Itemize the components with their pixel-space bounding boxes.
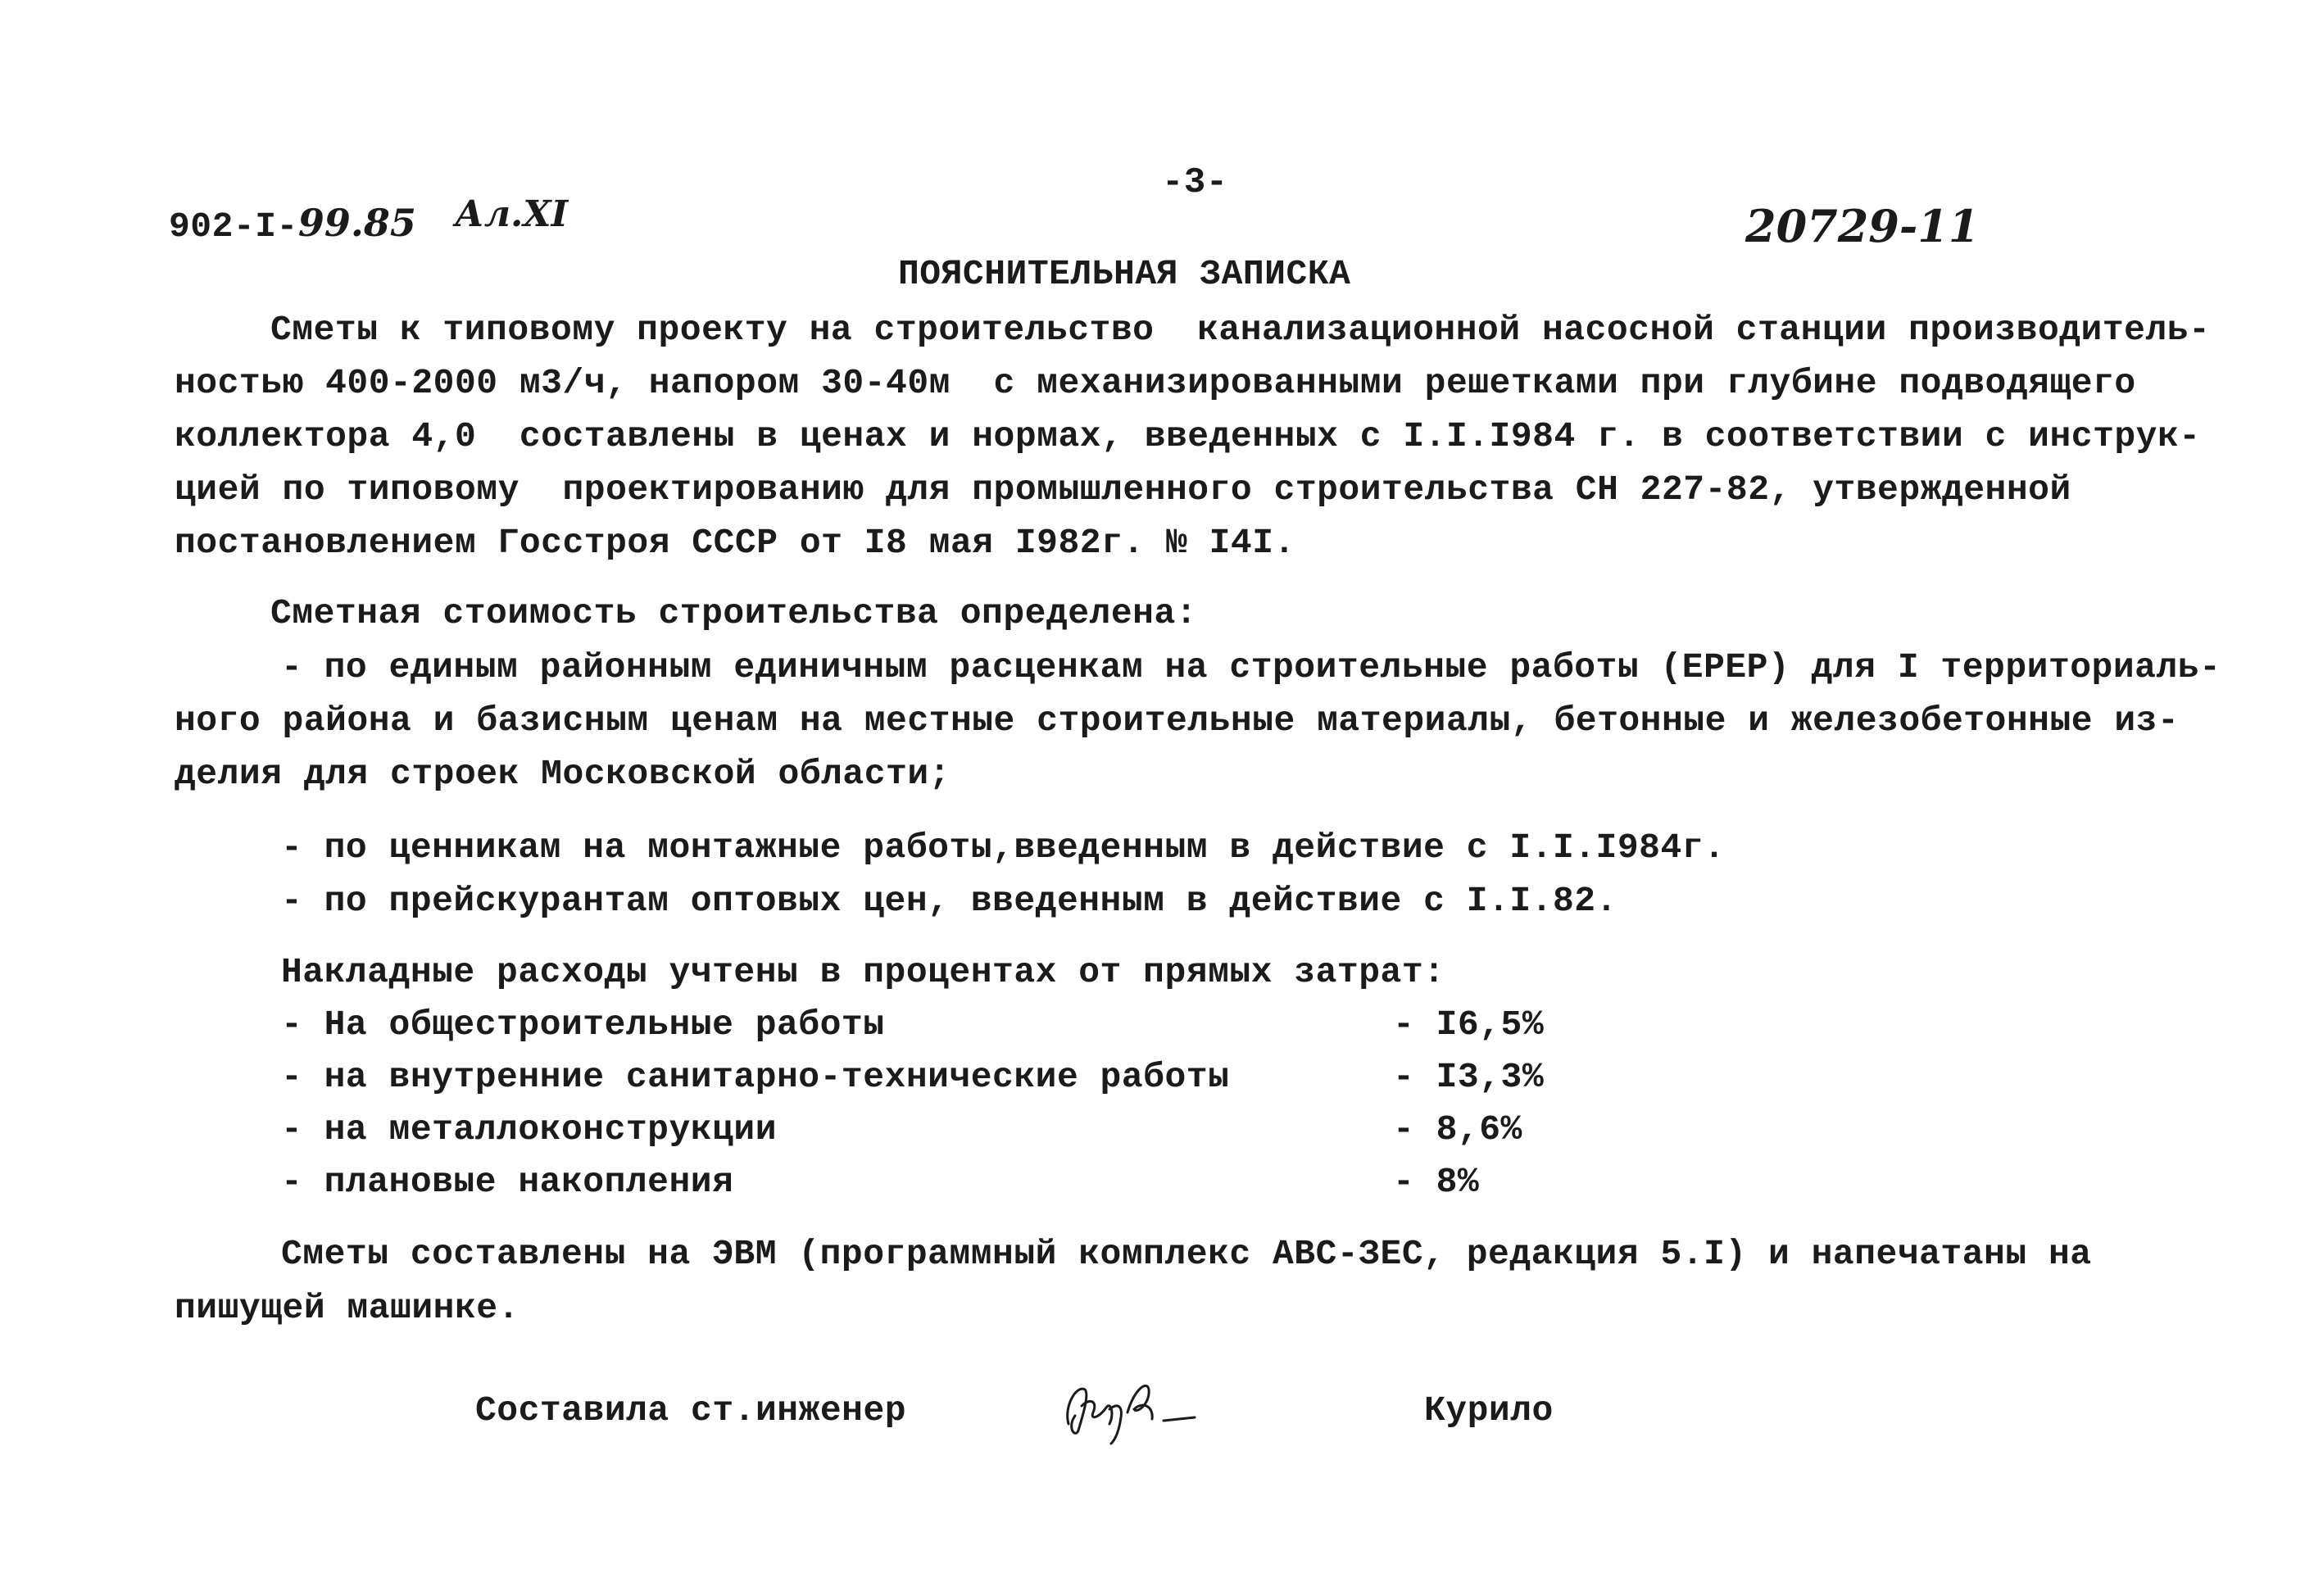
overhead-value: - I6,5% (1393, 1004, 1545, 1045)
overhead-value: - 8% (1393, 1162, 1480, 1202)
overhead-value: - 8,6% (1393, 1109, 1522, 1149)
paragraph-line: Сметы составлены на ЭВМ (программный комплекс АВС-ЗЕС, редакция 5.I) и напечатаны на (281, 1234, 2092, 1274)
overhead-label: - на внутренние санитарно-технические работы (281, 1057, 1230, 1097)
signoff-role: Составила ст.инженер (475, 1390, 907, 1431)
handwritten-signature (1057, 1373, 1205, 1447)
overhead-label: - плановые накопления (281, 1162, 734, 1202)
signoff-name: Курило (1424, 1390, 1554, 1431)
overhead-value: - I3,3% (1393, 1057, 1545, 1097)
paragraph-line: цией по типовому проектированию для промышленного строительства СН 227-82, утвержденной (175, 469, 2071, 510)
handwritten-annotation: Ал.XI (455, 193, 569, 235)
overhead-label: - на металлоконструкции (281, 1109, 777, 1149)
document-code-typed: 902-I- (169, 206, 298, 247)
paragraph-line: Сметы к типовому проекту на строительство канализационной насосной станции производитель- (270, 310, 2211, 350)
overheads-intro: Накладные расходы учтены в процентах от прямых затрат: (281, 952, 1445, 992)
document-code (169, 201, 416, 247)
paragraph-line: постановлением Госстроя СССР от I8 мая I982г. № I4I. (175, 523, 1295, 563)
paragraph-line: делия для строек Московской области; (175, 754, 951, 794)
paragraph-line: ностью 400-2000 м3/ч, напором 30-40м с механизированными решетками при глубине подводящего (175, 363, 2136, 403)
document-title: ПОЯСНИТЕЛЬНАЯ ЗАПИСКА (898, 254, 1351, 294)
page-number: -3- (1162, 162, 1228, 203)
document-code-handwritten: 99.85 (297, 201, 416, 245)
document-number: 20729-11 (1745, 200, 1980, 252)
paragraph-line: Сметная стоимость строительства определена: (270, 593, 1198, 633)
overhead-label: - На общестроительные работы (281, 1004, 885, 1045)
paragraph-line: коллектора 4,0 составлены в ценах и нормах, введенных с I.I.I984 г. в соответствии с инструк- (175, 416, 2201, 456)
paragraph-line: ного района и базисным ценам на местные строительные материалы, бетонные и железобетонные из- (175, 701, 2180, 741)
bullet-item: - по прейскурантам оптовых цен, введенным в действие с I.I.82. (281, 881, 1617, 921)
paragraph-line: пишущей машинке. (175, 1288, 519, 1328)
bullet-item: - по ценникам на монтажные работы,введенным в действие с I.I.I984г. (281, 827, 1726, 868)
paragraph-line: - по единым районным единичным расценкам на строительные работы (ЕРЕР) для I территориаль- (281, 647, 2221, 687)
